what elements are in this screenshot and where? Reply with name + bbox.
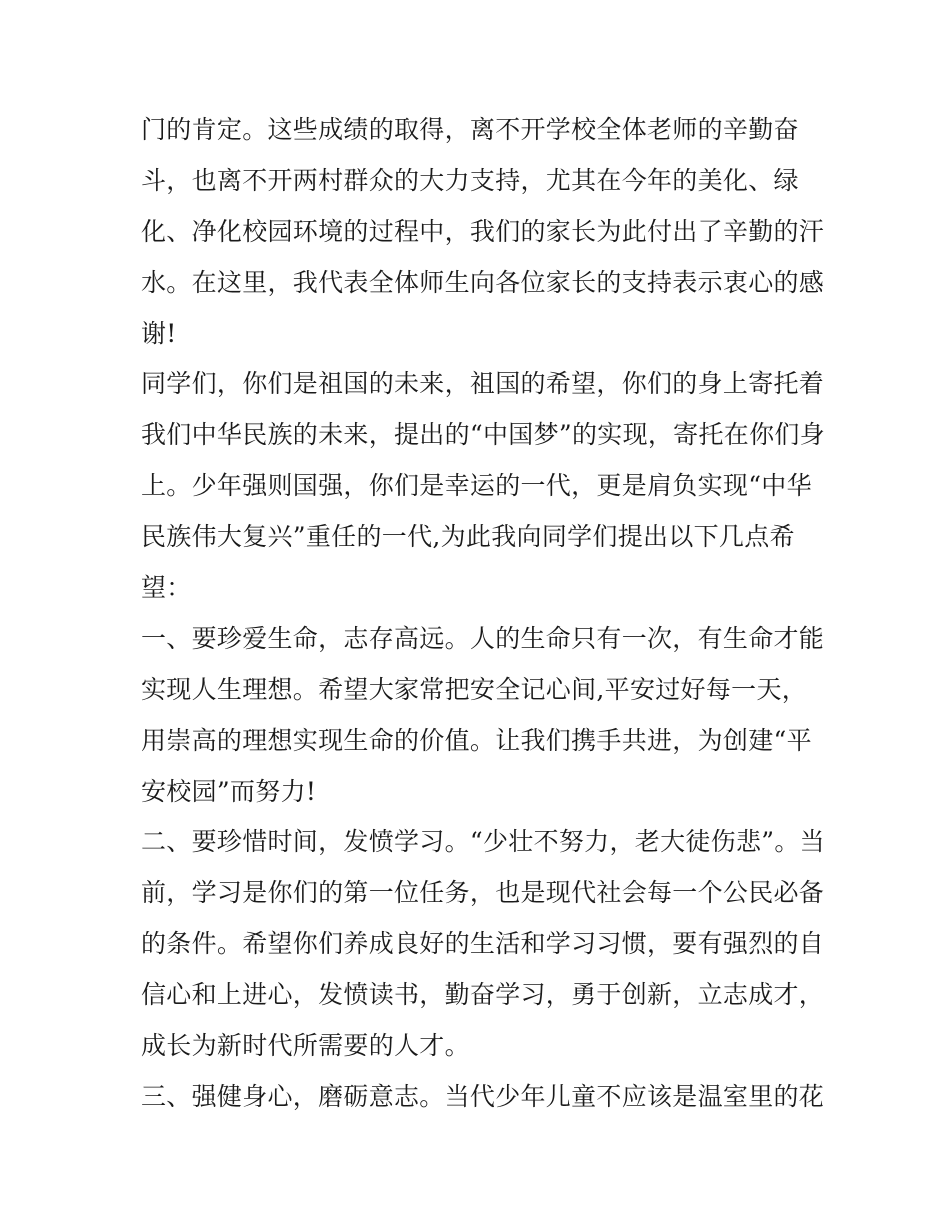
- text-line: 斗，也离不开两村群众的大力支持，尤其在今年的美化、绿: [141, 165, 799, 195]
- text-line: 水。在这里，我代表全体师生向各位家长的支持表示衷心的感: [141, 267, 825, 297]
- text-line: 信心和上进心，发愤读书，勤奋学习，勇于创新，立志成才，: [141, 980, 825, 1010]
- text-line: 成长为新时代所需要的人才。: [141, 1031, 470, 1061]
- text-line: 一、要珍爱生命，志存高远。人的生命只有一次，有生命才能: [141, 623, 825, 653]
- text-line: 安校园”而努力!: [141, 776, 317, 806]
- text-line: 上。少年强则国强，你们是幸运的一代，更是肩负实现“中华: [141, 471, 812, 501]
- text-line: 前，学习是你们的第一位任务，也是现代社会每一个公民必备: [141, 878, 825, 908]
- text-line: 实现人生理想。希望大家常把安全记心间,平安过好每一天，: [141, 674, 808, 704]
- text-line: 谢!: [141, 318, 177, 348]
- text-line: 三、强健身心，磨砺意志。当代少年儿童不应该是温室里的花: [141, 1081, 825, 1111]
- document-body: [141, 105, 825, 1123]
- text-line: 的条件。希望你们养成良好的生活和学习习惯，要有强烈的自: [141, 929, 825, 959]
- text-line: 民族伟大复兴”重任的一代,为此我向同学们提出以下几点希: [141, 522, 795, 552]
- text-line: 望：: [141, 573, 192, 603]
- text-line: 用崇高的理想实现生命的价值。让我们携手共进，为创建“平: [141, 725, 812, 755]
- text-line: 化、净化校园环境的过程中，我们的家长为此付出了辛勤的汗: [141, 216, 825, 246]
- text-line: 同学们，你们是祖国的未来，祖国的希望，你们的身上寄托着: [141, 369, 825, 399]
- text-line: 我们中华民族的未来，提出的“中国梦”的实现，寄托在你们身: [141, 420, 825, 450]
- text-line: 门的肯定。这些成绩的取得，离不开学校全体老师的辛勤奋: [141, 115, 799, 144]
- text-line: 二、要珍惜时间，发愤学习。“少壮不努力，老大徒伤悲”。当: [141, 827, 825, 857]
